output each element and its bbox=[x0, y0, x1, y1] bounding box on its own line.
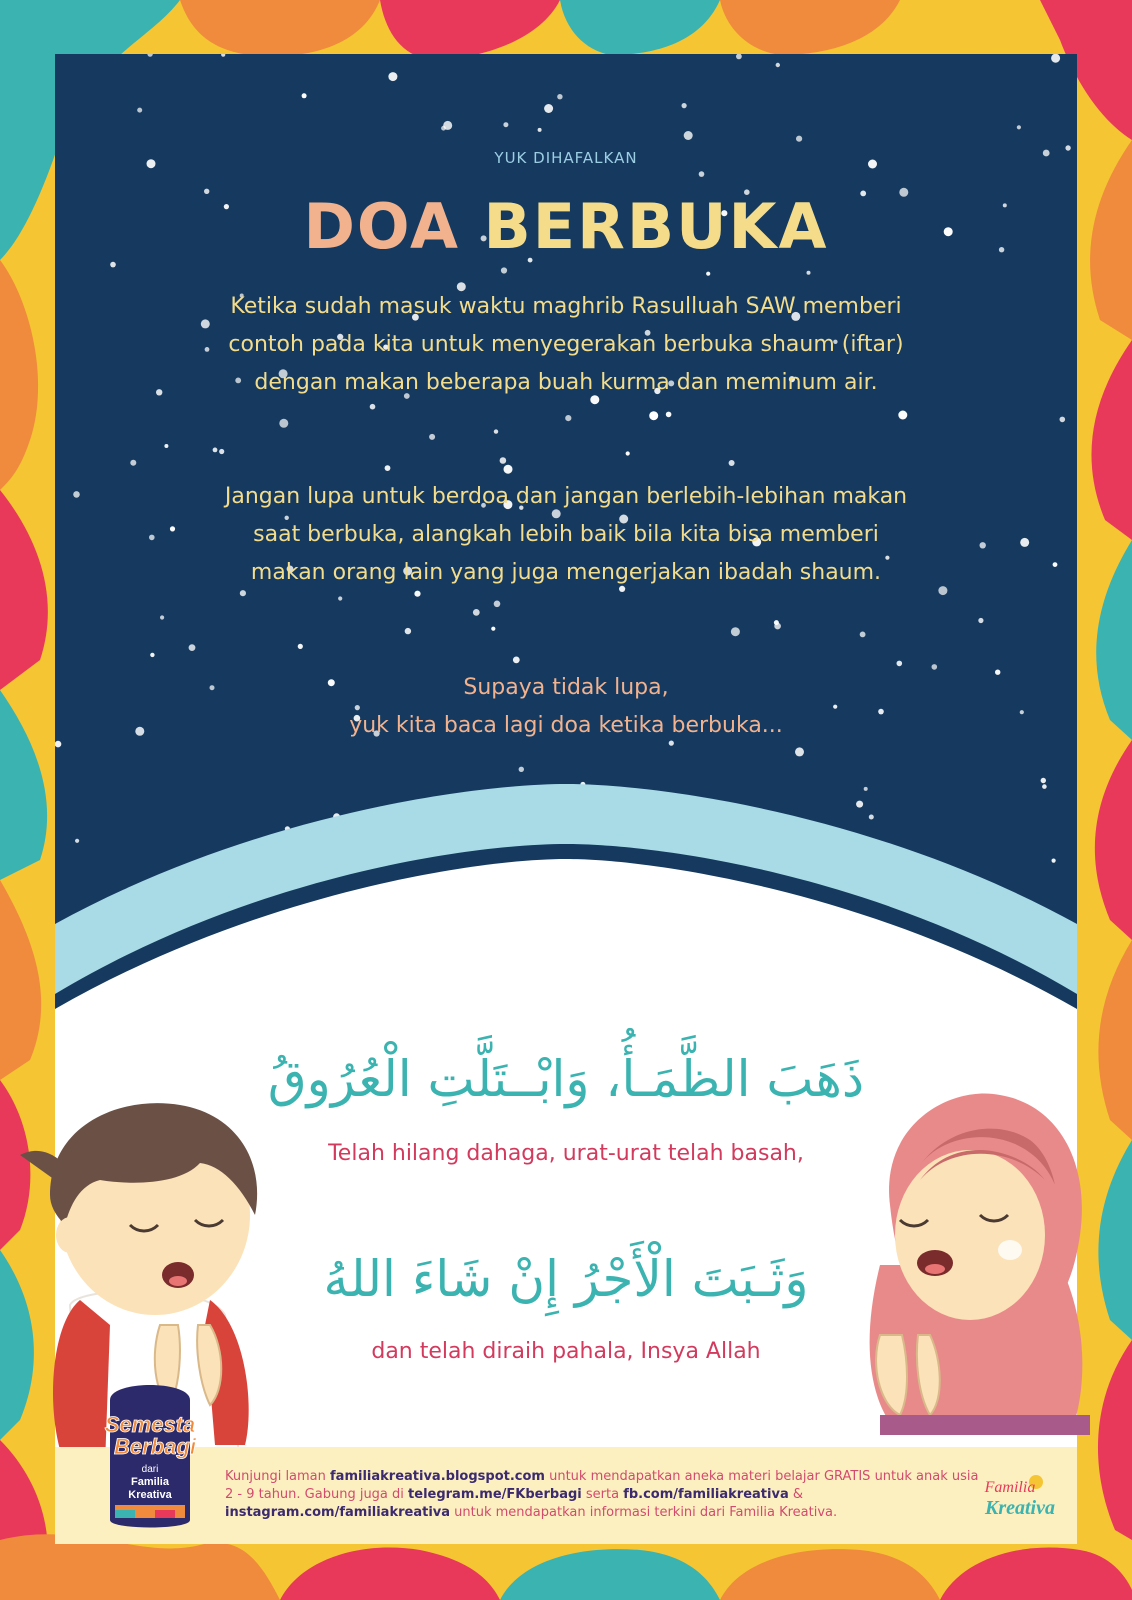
title-part-1: DOA bbox=[303, 190, 460, 263]
blog-link[interactable]: familiakreativa.blogspot.com bbox=[330, 1469, 545, 1484]
familia-kreativa-logo bbox=[978, 1470, 1058, 1525]
instagram-link[interactable]: instagram.com/familiakreativa bbox=[225, 1505, 451, 1520]
badge-text-line-2: Berbagi bbox=[114, 1434, 196, 1459]
page-title bbox=[55, 187, 1077, 267]
kicker-label: YUK DIHAFALKAN bbox=[494, 149, 638, 167]
facebook-link[interactable]: fb.com/familiakreativa bbox=[623, 1487, 789, 1502]
telegram-link[interactable]: telegram.me/FKberbagi bbox=[408, 1487, 582, 1502]
logo-text-line-1: Familia bbox=[984, 1479, 1036, 1496]
badge-text-line-4: Familia bbox=[131, 1476, 169, 1488]
reminder-line-1: Supaya tidak lupa, bbox=[463, 675, 669, 700]
footer-text-5: untuk mendapatkan informasi terkini dari Familia Kreativa. bbox=[450, 1505, 838, 1520]
title-part-2: BERBUKA bbox=[483, 190, 829, 263]
footer-info-text bbox=[225, 1468, 985, 1522]
badge-text-line-5: Kreativa bbox=[128, 1489, 172, 1501]
reminder-paragraph bbox=[215, 669, 917, 745]
prayer-translation-line-2: dan telah diraih pahala, Insya Allah bbox=[371, 1339, 761, 1364]
footer-text-3: serta bbox=[581, 1487, 624, 1502]
girl-praying-illustration bbox=[860, 1085, 1090, 1435]
reminder-line-2: yuk kita baca lagi doa ketika berbuka... bbox=[349, 713, 783, 738]
advice-paragraph: Jangan lupa untuk berdoa dan jangan berlebih-lebihan makan saat berbuka, alangkah lebih baik bila kita bisa memberi makan orang lain yang juga mengerjakan ibadah shaum. bbox=[224, 484, 908, 585]
prayer-arabic-line-1: ذَهَبَ الظَّمَـأُ، وَابْــتَلَّتِ الْعُرُوقُ bbox=[267, 1050, 865, 1108]
footer-text-1: Kunjungi laman bbox=[225, 1469, 331, 1484]
footer-text-2: untuk mendapatkan aneka materi belajar GRATIS untuk anak usia 2 - 9 tahun. Gabung juga di bbox=[225, 1469, 979, 1502]
semesta-berbagi-badge bbox=[75, 1370, 225, 1535]
badge-text-line-3: dari bbox=[141, 1464, 159, 1475]
intro-paragraph: Ketika sudah masuk waktu maghrib Rasulluah SAW memberi contoh pada kita untuk menyegerakan berbuka shaum (iftar) dengan makan beberapa buah kurma dan meminum air. bbox=[228, 294, 904, 395]
prayer-arabic-line-2: وَثَـبَتَ الْأَجْرُ إِنْ شَاءَ اللهُ bbox=[323, 1250, 809, 1308]
logo-text-line-2: Kreativa bbox=[985, 1497, 1055, 1519]
prayer-translation-line-1: Telah hilang dahaga, urat-urat telah basah, bbox=[328, 1141, 804, 1166]
badge-text-line-1: Semesta bbox=[104, 1412, 196, 1437]
footer-text-4: & bbox=[788, 1487, 803, 1502]
